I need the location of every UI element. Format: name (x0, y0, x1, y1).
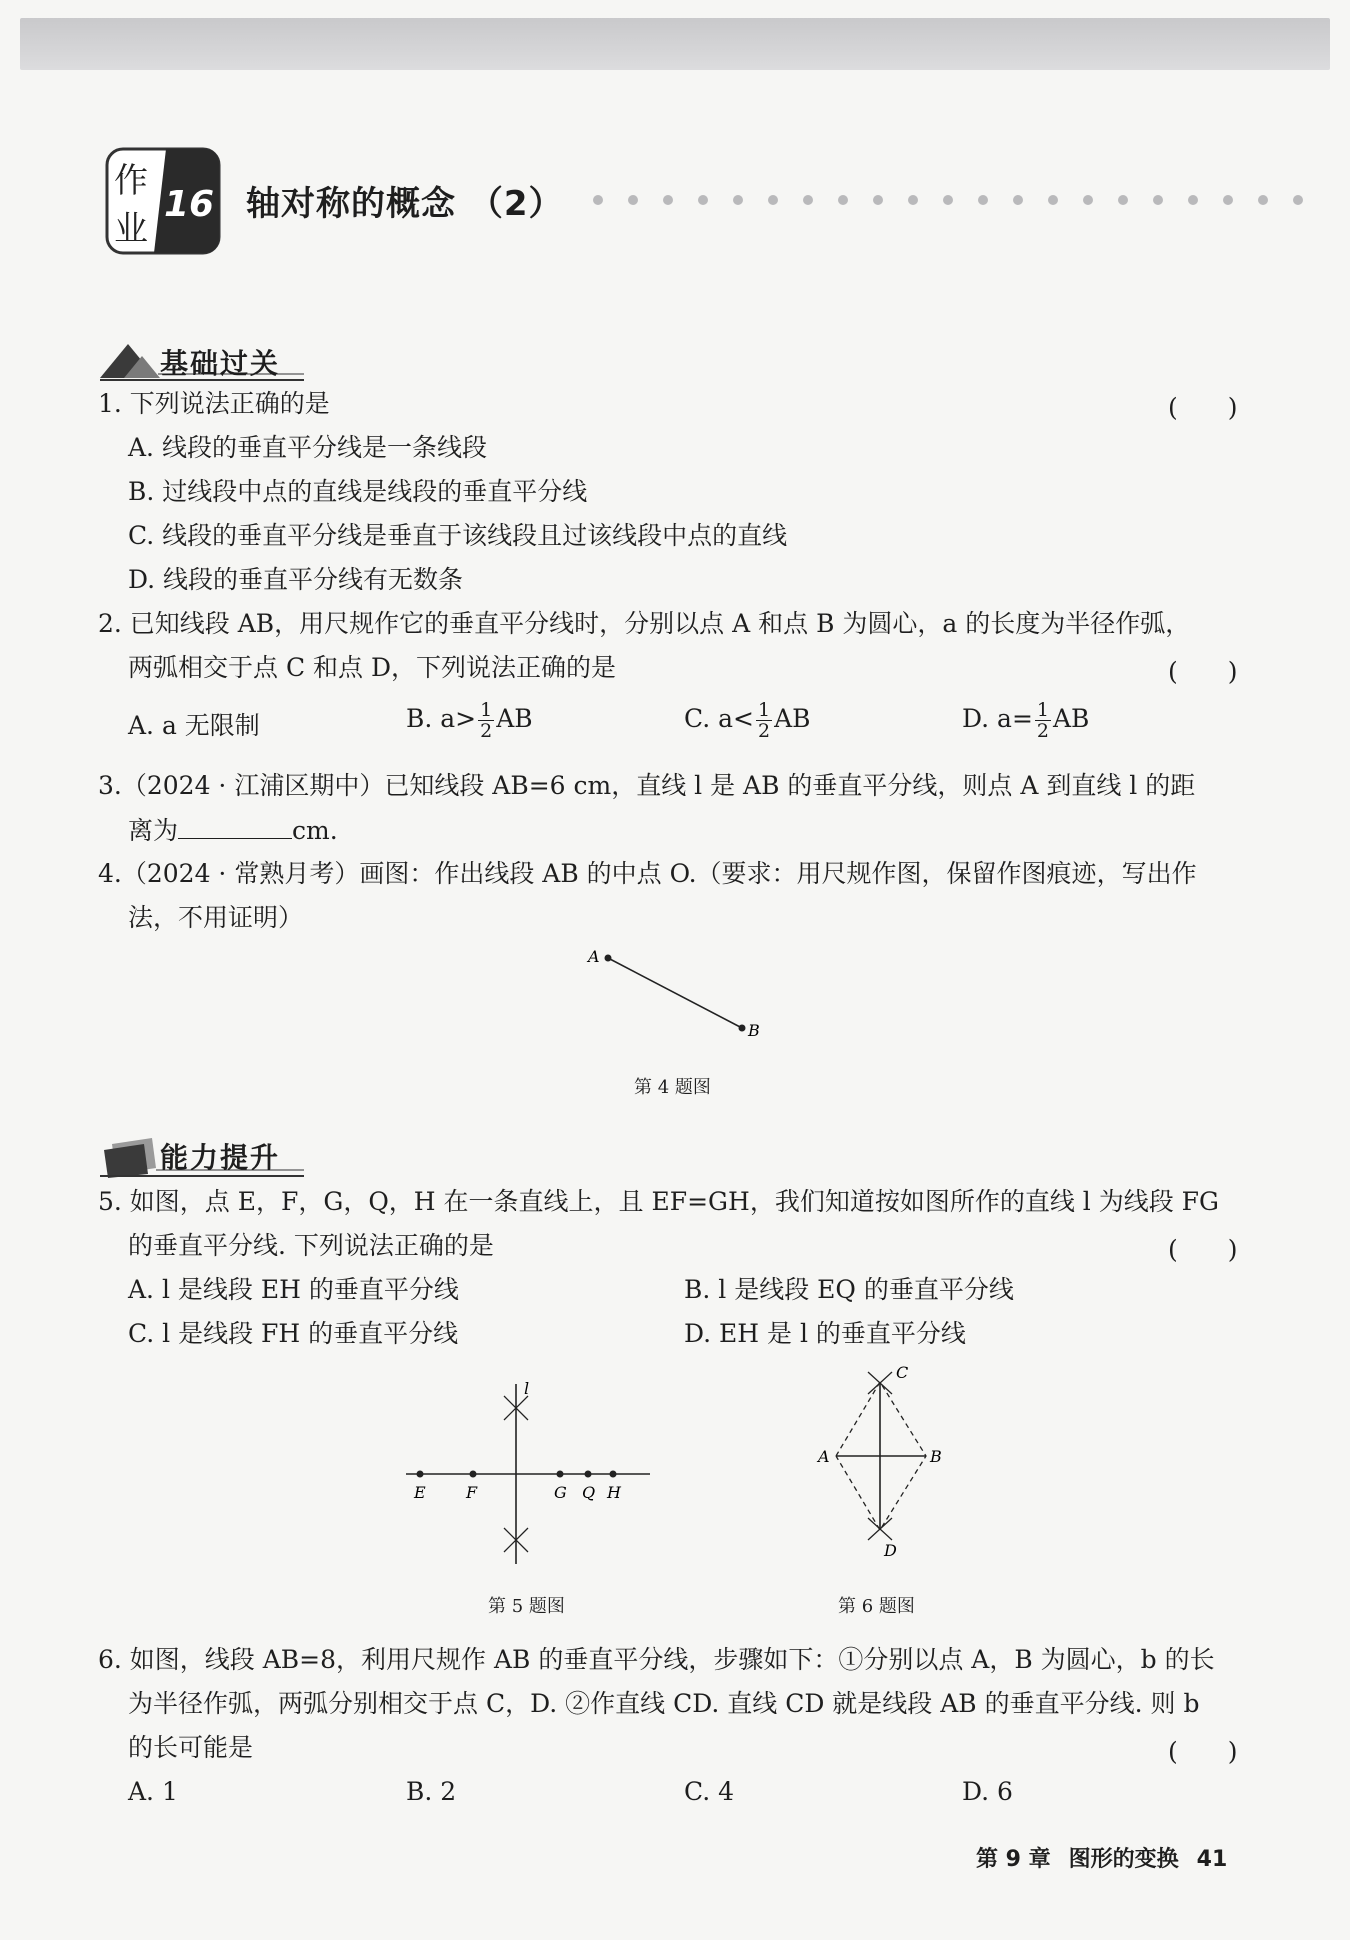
q5-figure (400, 1370, 660, 1570)
fraction-denominator: 2 (480, 720, 493, 742)
label-g: G (554, 1483, 567, 1502)
footer-chapter: 第 9 章 (976, 1847, 1051, 1872)
q3-line1: 3.（2024 · 江浦区期中）已知线段 AB=6 cm，直线 l 是 AB 的垂直平分线，则点 A 到直线 l 的距 (98, 771, 1196, 800)
q5-option-a: A. l 是线段 EH 的垂直平分线 (128, 1275, 459, 1304)
label-b: B (930, 1447, 942, 1466)
segment-ab (608, 958, 742, 1028)
section-advanced-label: 能力提升 (160, 1141, 281, 1174)
q5-option-d: D. EH 是 l 的垂直平分线 (684, 1319, 966, 1348)
point-a (605, 955, 612, 962)
q1-option-a: A. 线段的垂直平分线是一条线段 (128, 433, 487, 462)
q2-option-a: A. a 无限制 (128, 711, 260, 740)
q6-line3: 的长可能是 (128, 1733, 254, 1762)
label-a: A (818, 1447, 830, 1466)
section-advanced (98, 1130, 318, 1180)
q1-option-d: D. 线段的垂直平分线有无数条 (128, 565, 464, 594)
q6-answer-paren[interactable]: ( ) (1168, 1737, 1238, 1766)
q6-option-c: C. 4 (684, 1777, 735, 1806)
q6-figure (814, 1360, 964, 1570)
q3-line2-suffix: cm. (292, 816, 338, 845)
badge-number: 16 (164, 184, 215, 225)
fraction (478, 700, 494, 741)
q2-stem-line1: 2. 已知线段 AB，用尺规作它的垂直平分线时，分别以点 A 和点 B 为圆心，a 的长度为半径作弧， (98, 609, 1191, 638)
q1-stem: 1. 下列说法正确的是 (98, 389, 330, 418)
label-l: l (524, 1379, 530, 1398)
q3-answer-blank[interactable] (178, 814, 292, 839)
title-dots-decoration (588, 190, 1338, 210)
point-e (417, 1471, 424, 1478)
footer-chapter-title: 图形的变换 (1068, 1847, 1179, 1872)
point-h (610, 1471, 617, 1478)
point-q (585, 1471, 592, 1478)
q5-option-b: B. l 是线段 EQ 的垂直平分线 (684, 1275, 1014, 1304)
section-basic (98, 336, 318, 386)
fraction-numerator: 1 (757, 699, 771, 721)
q2-stem-line2: 两弧相交于点 C 和点 D，下列说法正确的是 (128, 653, 617, 682)
q5-line1: 5. 如图，点 E，F，G，Q，H 在一条直线上，且 EF=GH，我们知道按如图所作的直线 l 为线段 FG (98, 1187, 1219, 1216)
q6-option-a: A. 1 (128, 1777, 178, 1806)
label-h: H (607, 1483, 621, 1502)
q1-option-c: C. 线段的垂直平分线是垂直于该线段且过该线段中点的直线 (128, 521, 788, 550)
q6-line1: 6. 如图，线段 AB=8，利用尺规作 AB 的垂直平分线，步骤如下：①分别以点 A，B 为圆心，b 的长 (98, 1645, 1215, 1674)
scan-top-band (20, 18, 1330, 70)
badge-top-char: 作 (114, 161, 148, 201)
q2-answer-paren[interactable]: ( ) (1168, 657, 1238, 686)
fraction-numerator: 1 (1036, 699, 1049, 721)
q2-option-b-prefix: B. a> (406, 704, 477, 733)
q6-line2: 为半径作弧，两弧分别相交于点 C，D. ②作直线 CD. 直线 CD 就是线段 AB 的垂直平分线. 则 b (128, 1689, 1200, 1718)
fraction (1035, 700, 1051, 741)
q2-option-d-suffix: AB (1053, 704, 1090, 733)
point-b (739, 1025, 746, 1032)
q4-figure (580, 944, 780, 1044)
q5-line2: 的垂直平分线. 下列说法正确的是 (128, 1231, 494, 1260)
fraction-denominator: 2 (757, 720, 771, 742)
badge-bottom-char: 业 (114, 209, 148, 249)
page-number: 41 (1196, 1847, 1228, 1872)
label-a: A (588, 947, 600, 966)
label-e: E (414, 1483, 426, 1502)
point-g (557, 1471, 564, 1478)
q2-option-b-suffix: AB (496, 704, 533, 733)
homework-badge (104, 146, 222, 256)
q6-option-b: B. 2 (406, 1777, 457, 1806)
homework-title: 轴对称的概念 （2） (246, 184, 564, 224)
label-b: B (748, 1021, 760, 1040)
label-q: Q (582, 1483, 596, 1502)
q5-answer-paren[interactable]: ( ) (1168, 1235, 1238, 1264)
q4-line2: 法，不用证明） (128, 903, 304, 932)
q2-option-c (684, 700, 811, 741)
label-c: C (896, 1363, 909, 1382)
q2-option-c-prefix: C. a< (684, 704, 754, 733)
fraction-denominator: 2 (1036, 720, 1049, 742)
q5-option-c: C. l 是线段 FH 的垂直平分线 (128, 1319, 459, 1348)
q1-option-b: B. 过线段中点的直线是线段的垂直平分线 (128, 477, 588, 506)
fraction (756, 700, 772, 741)
page-footer (976, 1842, 1245, 1873)
q5-caption: 第 5 题图 (488, 1596, 565, 1617)
q4-caption: 第 4 题图 (634, 1077, 711, 1098)
q2-option-d (962, 700, 1089, 741)
q3-line2-prefix: 离为 (128, 816, 179, 845)
q6-caption: 第 6 题图 (838, 1596, 915, 1617)
label-d: D (884, 1541, 897, 1560)
section-basic-label: 基础过关 (160, 347, 281, 380)
q3-line2 (128, 814, 338, 847)
q1-answer-paren[interactable]: ( ) (1168, 393, 1238, 422)
label-f: F (466, 1483, 478, 1502)
q2-option-d-prefix: D. a= (962, 704, 1033, 733)
q4-line1: 4.（2024 · 常熟月考）画图：作出线段 AB 的中点 O.（要求：用尺规作图，保留作图痕迹，写出作 (98, 859, 1197, 888)
point-f (470, 1471, 477, 1478)
fraction-numerator: 1 (480, 699, 493, 721)
q2-option-c-suffix: AB (774, 704, 811, 733)
q2-option-b (406, 700, 533, 741)
q6-option-d: D. 6 (962, 1777, 1013, 1806)
